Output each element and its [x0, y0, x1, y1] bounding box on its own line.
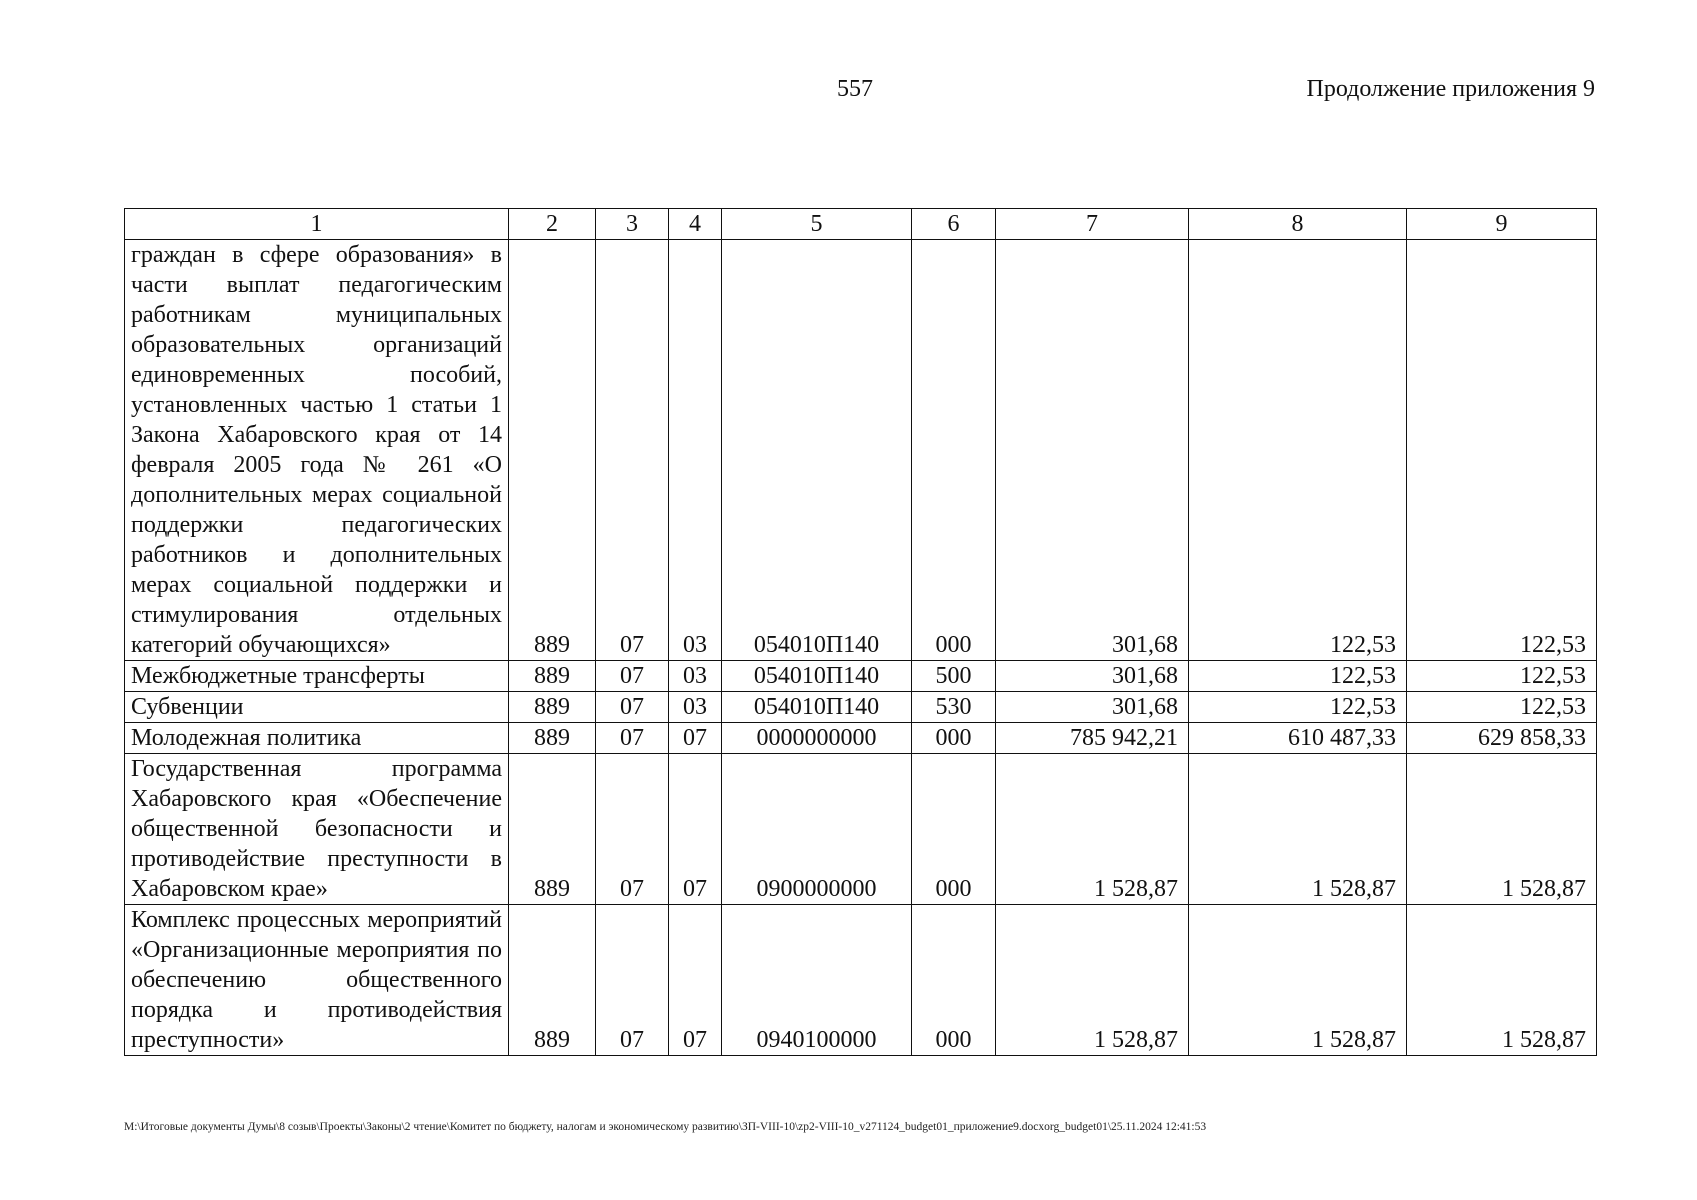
cell-amount-8: 1 528,87	[1189, 905, 1407, 1056]
cell-section: 07	[596, 905, 669, 1056]
cell-expense-type: 000	[912, 754, 996, 905]
continuation-label: Продолжение приложения 9	[1306, 76, 1595, 102]
cell-target-code: 0940100000	[722, 905, 912, 1056]
cell-expense-type: 000	[912, 723, 996, 754]
cell-ministry: 889	[509, 692, 596, 723]
cell-subsection: 07	[669, 723, 722, 754]
cell-amount-7: 1 528,87	[996, 905, 1189, 1056]
cell-amount-9: 629 858,33	[1407, 723, 1597, 754]
row-name: Субвенции	[125, 692, 509, 723]
column-header: 3	[596, 209, 669, 240]
cell-amount-7: 301,68	[996, 661, 1189, 692]
cell-subsection: 07	[669, 754, 722, 905]
row-name: Комплекс процессных мероприятий «Организационные мероприятия по обеспечению общественного порядка и противодействия преступности»	[125, 905, 509, 1056]
cell-subsection: 03	[669, 661, 722, 692]
column-header: 4	[669, 209, 722, 240]
column-header: 7	[996, 209, 1189, 240]
cell-ministry: 889	[509, 905, 596, 1056]
cell-target-code: 054010П140	[722, 692, 912, 723]
cell-section: 07	[596, 240, 669, 661]
column-header: 1	[125, 209, 509, 240]
cell-ministry: 889	[509, 240, 596, 661]
cell-target-code: 054010П140	[722, 240, 912, 661]
row-name: Государственная программа Хабаровского края «Обеспечение общественной безопасности и противодействие преступности в Хабаровском крае»	[125, 754, 509, 905]
cell-target-code: 0900000000	[722, 754, 912, 905]
cell-amount-9: 122,53	[1407, 661, 1597, 692]
table-row	[125, 692, 1597, 723]
cell-ministry: 889	[509, 723, 596, 754]
cell-subsection: 07	[669, 905, 722, 1056]
column-header: 6	[912, 209, 996, 240]
cell-amount-8: 610 487,33	[1189, 723, 1407, 754]
cell-target-code: 054010П140	[722, 661, 912, 692]
table-row	[125, 661, 1597, 692]
table-row	[125, 754, 1597, 905]
budget-table	[124, 208, 1597, 1056]
column-header: 5	[722, 209, 912, 240]
cell-section: 07	[596, 692, 669, 723]
cell-amount-9: 1 528,87	[1407, 905, 1597, 1056]
cell-amount-8: 122,53	[1189, 692, 1407, 723]
cell-amount-8: 122,53	[1189, 240, 1407, 661]
cell-amount-9: 122,53	[1407, 692, 1597, 723]
cell-expense-type: 530	[912, 692, 996, 723]
table-header-row	[125, 209, 1597, 240]
row-name: граждан в сфере образования» в части выплат педагогическим работникам муниципальных образовательных организаций единовременных пособий, установленных частью 1 статьи 1 Закона Хабаровского края от 14 февраля 2005 года № 261 «О дополнительных мерах социальной поддержки педагогических работников и дополнительных мерах социальной поддержки и стимулирования отдельных категорий обучающихся»	[125, 240, 509, 661]
cell-subsection: 03	[669, 692, 722, 723]
row-name: Межбюджетные трансферты	[125, 661, 509, 692]
cell-target-code: 0000000000	[722, 723, 912, 754]
cell-ministry: 889	[509, 661, 596, 692]
cell-amount-7: 785 942,21	[996, 723, 1189, 754]
cell-ministry: 889	[509, 754, 596, 905]
table-row	[125, 723, 1597, 754]
file-path-footer: М:\Итоговые документы Думы\8 созыв\Проекты\Законы\2 чтение\Комитет по бюджету, налогам и экономическому развитию\ЗП-VIII-10\zp2-VIII-10_v271124_budget01_приложение9.docxorg_budget01\25.11.2024 12:41:53	[124, 1121, 1207, 1133]
cell-section: 07	[596, 754, 669, 905]
cell-section: 07	[596, 661, 669, 692]
page-number: 557	[837, 76, 873, 102]
cell-amount-9: 1 528,87	[1407, 754, 1597, 905]
column-header: 8	[1189, 209, 1407, 240]
table-row	[125, 905, 1597, 1056]
row-name: Молодежная политика	[125, 723, 509, 754]
cell-amount-8: 122,53	[1189, 661, 1407, 692]
cell-expense-type: 000	[912, 240, 996, 661]
column-header: 2	[509, 209, 596, 240]
table-row	[125, 240, 1597, 661]
cell-amount-7: 301,68	[996, 692, 1189, 723]
cell-subsection: 03	[669, 240, 722, 661]
cell-expense-type: 000	[912, 905, 996, 1056]
cell-amount-7: 1 528,87	[996, 754, 1189, 905]
column-header: 9	[1407, 209, 1597, 240]
cell-amount-8: 1 528,87	[1189, 754, 1407, 905]
cell-section: 07	[596, 723, 669, 754]
cell-expense-type: 500	[912, 661, 996, 692]
cell-amount-7: 301,68	[996, 240, 1189, 661]
cell-amount-9: 122,53	[1407, 240, 1597, 661]
